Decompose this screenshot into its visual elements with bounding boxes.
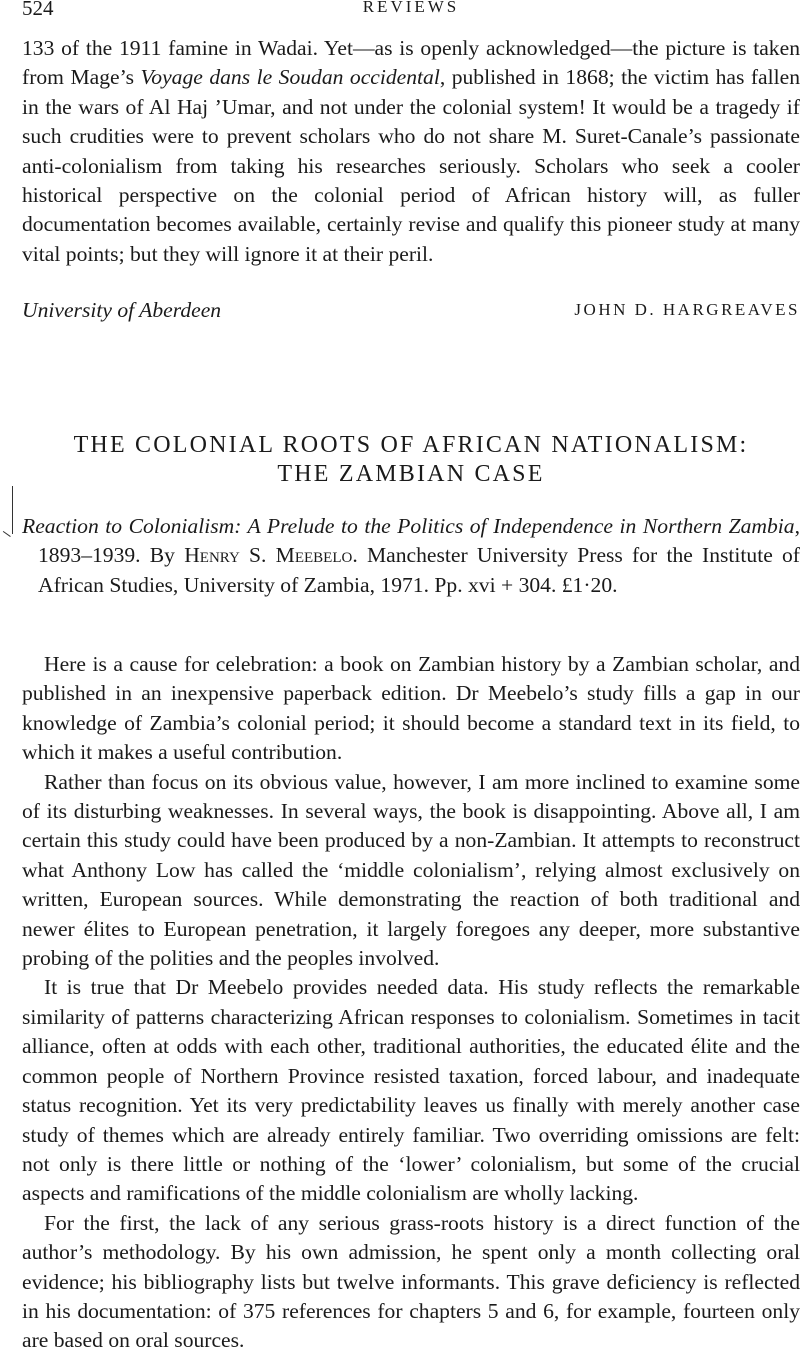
book-author: Henry S. Meebelo bbox=[184, 543, 353, 568]
reviewer-institution: University of Aberdeen bbox=[22, 298, 222, 322]
reviewer-name: JOHN D. HARGREAVES bbox=[574, 300, 800, 319]
review-title-line-2: THE ZAMBIAN CASE bbox=[277, 461, 545, 487]
book-title: Reaction to Colonialism: A Prelude to the Politics of Independence in Northern Zambia bbox=[22, 514, 795, 538]
review-paragraph: Rather than focus on its obvious value, however, I am more inclined to examine some of its disturbing weaknesses. In several ways, the book is disappointing. Above all, I am certain this study could have been produced by a non-Zambian. It attempts to reconstruct what Anthony Low has called the ‘middle colonialism’, relying almost exclusively on written, European sources. While demonstrating the reaction of both traditional and newer élites to European penetration, it largely foregoes any deeper, more substantive probing of the polities and the peoples involved. bbox=[22, 769, 800, 971]
margin-tick-mark bbox=[2, 486, 16, 546]
prev-text-b: , published in 1868; the victim has fallen in the wars of Al Haj ’Umar, and not under the colonial system! It would be a tragedy if such crudities were to prevent scholars who do not share M. Suret-Canale’s passionate anti-colonialism from taking his researches seriously. Scholars who seek a cooler historical perspective on the colonial period of African history will, as fuller documentation becomes available, certainly revise and qualify this pioneer study at many vital points; but they will ignore it at their peril. bbox=[22, 65, 800, 266]
review-title-line-1: THE COLONIAL ROOTS OF AFRICAN NATIONALISM: bbox=[73, 432, 749, 458]
prev-text-a: 133 of the 1911 famine in Wadai. Yet—as is openly acknowledged—the picture is taken from Mage’s bbox=[22, 36, 800, 90]
book-publisher: . Manchester University Press for the Institute of African Studies, University of Zambia, 1971. Pp. xvi + 304. £1·20. bbox=[38, 543, 800, 597]
running-head: REVIEWS bbox=[362, 0, 460, 16]
review-paragraph: For the first, the lack of any serious grass-roots history is a direct function of the author’s methodology. By his own admission, he spent only a month collecting oral evidence; his bibliography lists but twelve informants. This grave deficiency is reflected in his documentation: of 375 references for chapters 5 and 6, for example, fourteen only are based on oral sources. bbox=[22, 1210, 800, 1353]
page-header bbox=[22, 0, 800, 22]
review-title bbox=[22, 431, 800, 489]
review-body bbox=[22, 650, 800, 1356]
prev-cited-title: Voyage dans le Soudan occidental bbox=[140, 65, 440, 90]
journal-page bbox=[22, 0, 800, 1366]
book-citation bbox=[22, 512, 800, 600]
previous-review-signature bbox=[22, 298, 800, 330]
book-dates: , 1893–1939. By bbox=[38, 514, 800, 568]
review-paragraph: Here is a cause for celebration: a book on Zambian history by a Zambian scholar, and published in an inexpensive paperback edition. Dr Meebelo’s study fills a gap in our knowledge of Zambia’s colonial period; it should become a standard text in its field, to which it makes a useful contribution. bbox=[22, 652, 800, 765]
review-paragraph: It is true that Dr Meebelo provides needed data. His study reflects the remarkable similarity of patterns characterizing African responses to colonialism. Sometimes in tacit alliance, often at odds with each other, traditional authorities, the educated élite and the common people of Northern Province resisted taxation, forced labour, and inadequate status recognition. Yet its very predictability leaves us finally with merely another case study of themes which are already entirely familiar. Two overriding omissions are felt: not only is there little or nothing of the ‘lower’ colonialism, but some of the crucial aspects and ramifications of the middle colonialism are wholly lacking. bbox=[22, 975, 800, 1206]
previous-review-closing-paragraph bbox=[22, 34, 800, 269]
page-number: 524 bbox=[22, 0, 54, 20]
